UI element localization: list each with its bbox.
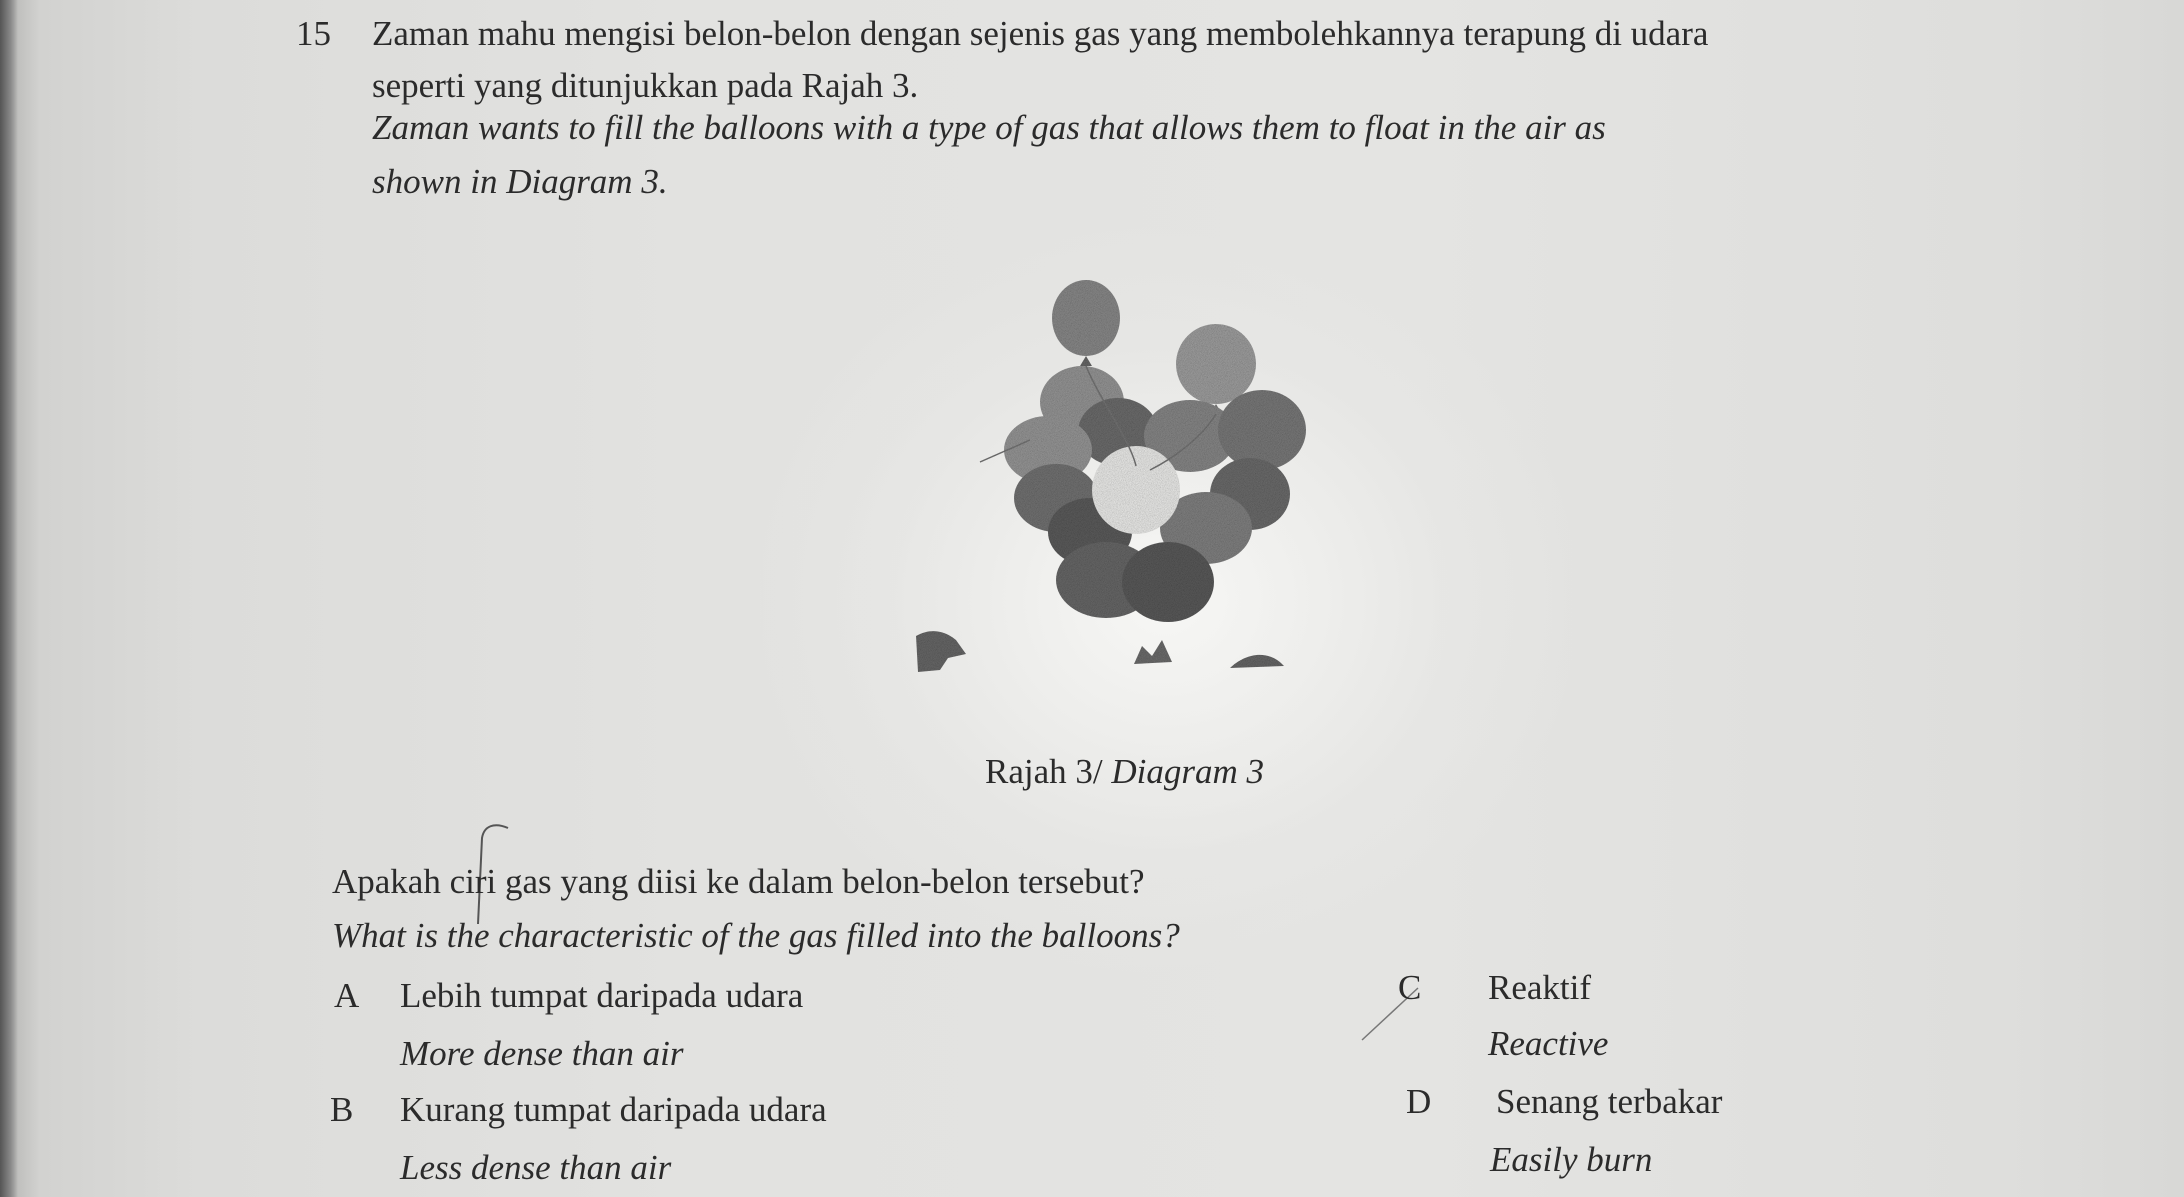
page-edge-shadow [0,0,18,1197]
option-d-english: Easily burn [1490,1140,1653,1179]
question-english-line-1: Zaman wants to fill the balloons with a type of gas that allows them to float in the air as [372,108,1606,147]
option-b-english: Less dense than air [400,1148,672,1187]
option-c-letter: C [1398,968,1422,1007]
question-malay-line-2: seperti yang ditunjukkan pada Rajah 3. [372,66,919,105]
option-b-letter: B [330,1090,354,1129]
question-number: 15 [296,14,331,53]
option-a-letter: A [334,976,360,1015]
prompt-malay: Apakah ciri gas yang diisi ke dalam belon-belon tersebut? [332,862,1145,901]
question-malay-line-1: Zaman mahu mengisi belon-belon dengan sejenis gas yang membolehkannya terapung di udara [372,14,1709,53]
balloon [1052,280,1120,356]
balloon [1122,542,1214,622]
option-c-english: Reactive [1488,1024,1609,1063]
option-a-malay: Lebih tumpat daripada udara [400,976,804,1015]
option-d-letter: D [1406,1082,1432,1121]
prompt-english: What is the characteristic of the gas filled into the balloons? [332,916,1180,955]
balloon [1176,324,1256,404]
diagram-caption [985,754,1264,789]
balloon [1218,390,1306,470]
option-a-english: More dense than air [400,1034,684,1073]
ground-object-left [916,631,966,672]
option-d-malay: Senang terbakar [1496,1082,1723,1121]
option-c-malay: Reaktif [1488,968,1592,1007]
ground-object-right [1230,655,1284,668]
caption-malay: Rajah 3/ [985,752,1112,791]
caption-english: Diagram 3 [1111,752,1265,791]
ground-object-middle [1134,640,1172,664]
balloons-diagram [900,270,1360,700]
question-english-line-2: shown in Diagram 3. [372,162,668,201]
option-b-malay: Kurang tumpat daripada udara [400,1090,827,1129]
